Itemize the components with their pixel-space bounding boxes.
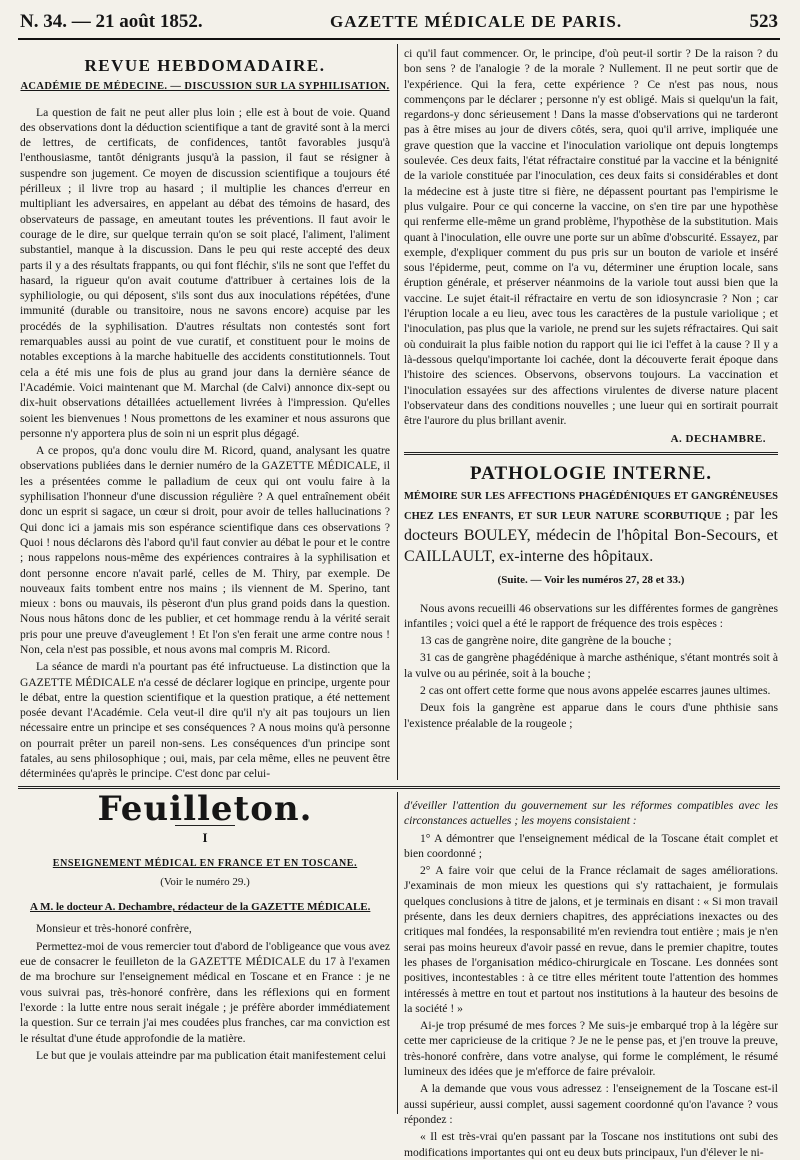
feuilleton-cont-paragraph-6: « Il est très-vrai qu'en passant par la Toscane nos institutions ont subi des modifications importantes qui ont eu deux buts principaux, l'un d'élever le ni-	[404, 1130, 778, 1159]
revue-continued-column	[404, 46, 778, 446]
pathologie-column	[404, 460, 778, 778]
revue-paragraph-2: A ce propos, qu'a donc voulu dire M. Ricord, quand, analysant les quatre observations publiées dans le dernier numéro de la GAZETTE MÉDICALE, il les a présentées comme le palladium de ceux qui ont voulu faire à la syphilisation l'honneur d'une discussion régulière ? A quel entraînement obéit donc un esprit si sagace, un cœur si droit, pour avoir de telles hallucinations ? Qui donc ici a jamais mis son espérance scientifique dans ces observations ? Quoi ! nous déclarons dès l'abord qu'il faut convier au débat le pour et le contre ; nous rappelons nous-même des expériences contraires à la syphilisation et dont personne encore n'avait parlé, celles de M. Thiry, par exemple. De nouveaux faits tombent entre nos mains ; ils viennent de M. Sperino, tant mieux : bons ou mauvais, ils pèseront d'un plus grand poids dans la question. Nous nous hâtons donc de les publier, et cet hommage rendu à la vérité serait pris pour une preuve d'aveuglement ! Et l'on s'en ferait une arme contre nous ! Non, cela n'est pas possible, et nous avons mal compris M. Ricord.	[20, 444, 390, 656]
memoire-title	[404, 489, 778, 567]
revue-continued-paragraph: ci qu'il faut commencer. Or, le principe, d'où peut-il sortir ? De la raison ? du bon sens ? de l'analogie ? de la morale ? Nullement. Il ne peut sortir que de l'expérience. Qui la fera, cette expérience ? Ce n'est pas nous, nous commençons par le déclarer ; personne n'y est obligé. Mais si quelqu'un la fait, regardons-y donc sérieusement ! Dans la masse d'observations qui ne tarderont pas à être mises au jour de divers côtés, sera, quoi qu'il arrive, impliquée une grave question que la vaccine et l'inoculation variolique ont depuis longtemps soulevée. Ces deux faits, l'état réfractaire constitué par la vaccine et la bénignité de la variole constituée par l'inoculation, ces deux faits si considérables et dont la médecine est à juste titre si fière, ne dépassent pourtant pas l'empirisme le plus vulgaire. Pour ce qui concerne la vaccine, on s'en tire par une hypothèse qui renferme elle-même un grand problème, l'hypothèse de la substitution. Mais quant à l'inoculation, elle ouvre une porte sur un abîme d'obscurité. Essayez, par exemple, d'expliquer comment du pus pris sur un bouton de variole et inséré sous l'épiderme, peut, comme on l'a vu, déterminer une éruption locale, sans éruption générale, et préserver néanmoins de la variole tout aussi bien que la vaccine. Le sujet était-il réfractaire en vertu de son idiosyncrasie ? Non ; car l'éruption locale a eu lieu, avec tous les caractères de la pustule variolique ; et l'inoculation, pas plus que la variole, ne prend sur les sujets réfractaires. Qui sait où conduirait la plus faible notion du rapport qui lie ici l'effet à la cause ? Il y a là-dessous quelqu'importante loi cachée, dont la découverte ferait époque dans l'histoire des sciences. Observons, observons toujours. La vaccination et l'inoculation essayées sur des affections virulentes de diverse nature placent l'observateur dans des conditions nouvelles ; une lueur qui en sortirait pourrait être l'aurore du plus brillant avenir.	[404, 47, 778, 428]
pathologie-paragraph-5: Deux fois la gangrène est apparue dans le cours d'une phthisie sans l'existence préalable de la rougeole ;	[404, 701, 778, 730]
revue-subheading: ACADÉMIE DE MÉDECINE. — DISCUSSION SUR LA SYPHILISATION.	[20, 81, 390, 93]
revue-heading: REVUE HEBDOMADAIRE.	[84, 56, 326, 75]
suite-note: (Suite. — Voir les numéros 27, 28 et 33.)	[497, 574, 685, 587]
feuilleton-heading: Feuilleton.	[97, 789, 313, 829]
feuilleton-paragraph-2: Permettez-moi de vous remercier tout d'abord de l'obligeance que vous avez eue de consacrer le feuilleton de la GAZETTE MÉDICALE du 17 à l'examen de ma brochure sur l'enseignement médical en Toscane et en France : je ne vous suivrai pas, très-honoré confrère, dans les réflexions qui en forment l'exorde : la lutte entre nous serait inégale ; je préfère aborder immédiatement la question. Sur ce terrain j'ai mes coudées plus franches, car ma conviction est le résultat d'une étude approfondie de la matière.	[20, 939, 390, 1045]
memoire-authors: par les docteurs BOULEY, médecin de l'hôpital Bon-Secours, et CAILLAULT, ex-interne des hôpitaux.	[404, 506, 778, 566]
feuilleton-number: I	[202, 830, 208, 846]
feuilleton-voir: (Voir le numéro 29.)	[160, 875, 250, 888]
section-divider	[404, 452, 778, 455]
feuilleton-cont-paragraph-5: A la demande que vous vous adressez : l'enseignement de la Toscane est-il aussi supérieur, aussi complet, aussi sagement coordonné qu'on l'avance ? vous répondez :	[404, 1082, 778, 1126]
pathologie-heading: PATHOLOGIE INTERNE.	[469, 463, 713, 484]
journal-title: GAZETTE MÉDICALE DE PARIS.	[330, 12, 623, 31]
feuilleton-cont-paragraph-4: Ai-je trop présumé de mes forces ? Me suis-je embarqué trop à la légère sur cette mer capricieuse de la critique ? Je ne le pense pas, et j'en trouve la preuve, très-honoré confrère, dans votre analyse, qui forme le complément, le résumé lumineux des idées que je m'efforce de faire prévaloir.	[404, 1019, 778, 1079]
letter-address: A M. le docteur A. Dechambre, rédacteur de la GAZETTE MÉDICALE.	[30, 901, 371, 914]
revue-column	[20, 48, 390, 781]
issue-date: N. 34. — 21 août 1852.	[20, 11, 203, 32]
feuilleton-continued-column	[404, 798, 778, 1159]
revue-paragraph-3: La séance de mardi n'a pourtant pas été infructueuse. La distinction que la GAZETTE MÉDICALE n'a cessé de déclarer logique en principe, urgente pour le débat, entre la question scientifique et la question pratique, a été nettement posée devant l'Académie. Cela veut-il dire qu'il n'y ait pas toujours un lien nécessaire entre un principe et ses conséquences ? A nous moins qu'à personne on pourrait prêter un pareil non-sens. Les conséquences d'un principe sont fatales, au sens philosophique ; oui, mais, par cela même, elles ne peuvent être déterminées qu'après le principe. C'est donc par celui-	[20, 660, 390, 781]
masthead-rule	[18, 38, 780, 40]
page-number: 523	[749, 11, 778, 32]
memoire-title-text: MÉMOIRE SUR LES AFFECTIONS PHAGÉDÉNIQUES ET GANGRÉNEUSES CHEZ LES ENFANTS, ET SUR LEUR NATURE SCORBUTIQUE ;	[404, 491, 778, 523]
feuilleton-cont-paragraph-2: 1° A démontrer que l'enseignement médical de la Toscane était complet et bien coordonné ;	[404, 831, 778, 860]
pathologie-paragraph-4: 2 cas ont offert cette forme que nous avons appelée escarres jaunes ultimes.	[420, 684, 771, 698]
column-divider-top	[397, 44, 398, 780]
feuilleton-title: ENSEIGNEMENT MÉDICAL EN FRANCE ET EN TOSCANE.	[52, 857, 358, 869]
revue-paragraph-1: La question de fait ne peut aller plus loin ; elle est à bout de voie. Quand des observations dont la déduction scientifique a tant de gravité sont à la merci de lettres, de certificats, de confidences, tantôt favorables jusqu'à l'enthousiasme, tantôt dénigrants jusqu'à la passion, il faut se résigner à suspendre son jugement. Ce moyen de discussion scientifique a toujours été périlleux ; il livre trop au hasard ; il multiplie les chances d'erreur en multipliant les adversaires, en appelant au débat des témoins de hasard, des observateurs de passage, en ameutant toutes les préventions. Il faut avoir le courage de le dire, sur quelque terrain qu'on se soit placé, l'aliment, l'aliment substantiel, manque à la discussion. Dans le peu qui reste accepté des deux parts il y a des résultats frappants, ou qui font fléchir, s'ils ne sont que l'effet du hasard, la rigueur qu'on avait coutume d'attribuer à certaines lois de la syphiliologie, ou qui déposent, s'ils sont dus aux inoculations répétées, d'une immunité (durable ou transitoire, nous ne savons encore) acquise par les procédés de la syphilisation. D'autres résultats non contestés sont fort remarquables aussi au point de vue curatif, et constituent pour le moins de notables exceptions à la marche habituelle des accidents constitutionnels. Tout cela a été mis une fois de plus au grand jour dans la dernière séance de l'Académie. Voici maintenant que M. Marchal (de Calvi) annonce dix-sept ou dix-huit observations détaillées actuellement livrées à l'impression. Qu'elles soient les bienvenues ! Nous promettons de les examiner et nous assurons que personne n'y apportera plus de soin ni un esprit plus dégagé.	[20, 105, 390, 440]
pathologie-paragraph-1: Nous avons recueilli 46 observations sur les différentes formes de gangrènes infantiles ; voici quel a été le rapport de fréquence des trois espèces :	[404, 601, 778, 630]
pathologie-paragraph-2: 13 cas de gangrène noire, dite gangrène de la bouche ;	[420, 634, 672, 648]
feuilleton-cont-paragraph-1: d'éveiller l'attention du gouvernement sur les réformes compatibles avec les circonstances actuelles ; les moyens consistaient :	[404, 799, 778, 828]
feuilleton-paragraph-1: Monsieur et très-honoré confrère,	[36, 922, 192, 936]
revue-signature: A. DECHAMBRE.	[670, 433, 766, 446]
feuilleton-column	[20, 789, 390, 1114]
pathologie-paragraph-3: 31 cas de gangrène phagédénique à marche asthénique, s'étant montrés soit à la vulve ou au périnée, soit à la bouche ;	[404, 651, 778, 680]
masthead	[20, 8, 778, 36]
feuilleton-cont-paragraph-3: 2° A faire voir que celui de la France réclamait de sages améliorations. J'examinais de mon mieux les questions qui s'y rattachaient, je formulais quelques conclusions à titre de jalons, et je terminais en disant : « Si mon travail présente, dans les deux derniers chapitres, des appréciations inexactes ou des critiques mal fondées, la responsabilité m'en reviendra tout entière ; mais je n'en serai pas moins heureux d'avoir passé en revue, dans le premier chapitre, toutes les phases de l'organisation médico-chirurgicale en Toscane. Les données sont positives, incontestables : à ce titre elles méritent toute l'attention des hommes intéressés à mettre en tout et partout nos institutions à la hauteur des besoins de la société ! »	[404, 864, 778, 1015]
feuilleton-paragraph-3: Le but que je voulais atteindre par ma publication était manifestement celui	[36, 1048, 386, 1062]
column-divider-bottom	[397, 792, 398, 1114]
